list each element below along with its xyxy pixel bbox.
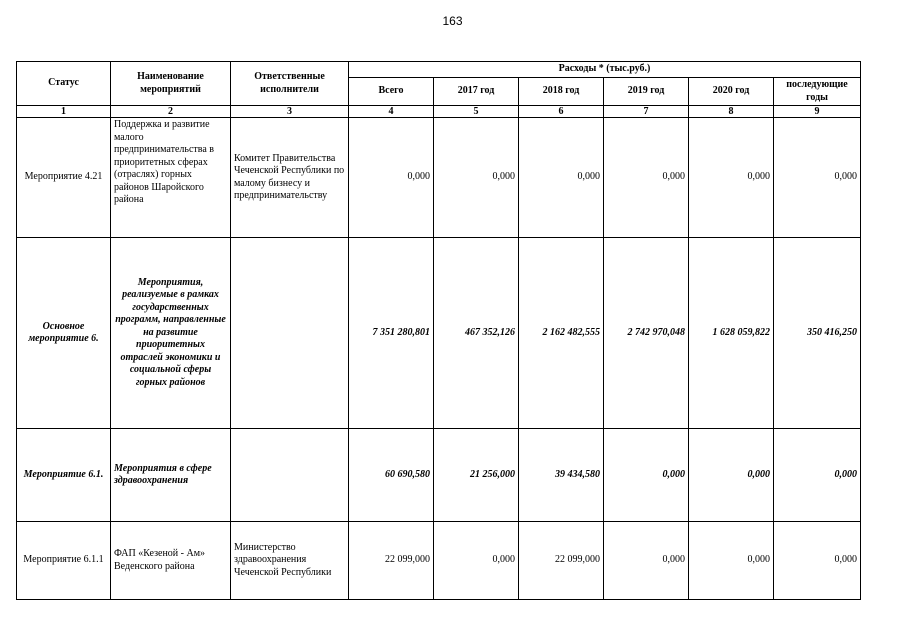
value-2018: 2 162 482,555 xyxy=(519,238,604,429)
row-name: ФАП «Кезеной - Ам» Веденского района xyxy=(111,522,231,600)
column-number: 1 xyxy=(17,106,111,118)
value-2019: 2 742 970,048 xyxy=(604,238,689,429)
header-2018: 2018 год xyxy=(519,78,604,106)
value-total: 0,000 xyxy=(349,118,434,238)
header-executors: Ответственные исполнители xyxy=(231,62,349,106)
header-2020: 2020 год xyxy=(689,78,774,106)
row-executors xyxy=(231,429,349,522)
value-2018: 22 099,000 xyxy=(519,522,604,600)
column-number: 5 xyxy=(434,106,519,118)
value-2019: 0,000 xyxy=(604,118,689,238)
row-status: Основное мероприятие 6. xyxy=(17,238,111,429)
row-name: Мероприятия в сфере здравоохранения xyxy=(111,429,231,522)
header-2019: 2019 год xyxy=(604,78,689,106)
row-status: Мероприятие 6.1.1 xyxy=(17,522,111,600)
header-name: Наименование мероприятий xyxy=(111,62,231,106)
value-2020: 1 628 059,822 xyxy=(689,238,774,429)
column-number: 9 xyxy=(774,106,861,118)
header-status: Статус xyxy=(17,62,111,106)
row-executors: Министерство здравоохранения Чеченской Республики xyxy=(231,522,349,600)
value-total: 22 099,000 xyxy=(349,522,434,600)
table-row xyxy=(17,522,861,600)
table-row xyxy=(17,238,861,429)
header-2017: 2017 год xyxy=(434,78,519,106)
column-numbers-row xyxy=(17,106,861,118)
value-2020: 0,000 xyxy=(689,429,774,522)
header-row-1 xyxy=(17,62,861,78)
row-executors: Комитет Правительства Чеченской Республики по малому бизнесу и предпринимательству xyxy=(231,118,349,238)
header-total: Всего xyxy=(349,78,434,106)
value-2017: 0,000 xyxy=(434,522,519,600)
header-following: последующие годы xyxy=(774,78,861,106)
value-2018: 39 434,580 xyxy=(519,429,604,522)
table-row xyxy=(17,118,861,238)
column-number: 4 xyxy=(349,106,434,118)
value-2017: 21 256,000 xyxy=(434,429,519,522)
row-name: Поддержка и развитие малого предпринимательства в приоритетных сферах (отраслях) горных районов Шаройского района xyxy=(111,118,231,238)
expenses-table xyxy=(16,61,861,600)
value-following: 0,000 xyxy=(774,429,861,522)
column-number: 2 xyxy=(111,106,231,118)
column-number: 8 xyxy=(689,106,774,118)
value-total: 7 351 280,801 xyxy=(349,238,434,429)
row-executors xyxy=(231,238,349,429)
value-following: 0,000 xyxy=(774,522,861,600)
row-status: Мероприятие 4.21 xyxy=(17,118,111,238)
row-name: Мероприятия, реализуемые в рамках государственных программ, направленные на развитие приоритетных отраслей экономики и социальной сферы горных районов xyxy=(111,238,231,429)
value-2017: 0,000 xyxy=(434,118,519,238)
value-following: 0,000 xyxy=(774,118,861,238)
row-status: Мероприятие 6.1. xyxy=(17,429,111,522)
column-number: 3 xyxy=(231,106,349,118)
column-number: 7 xyxy=(604,106,689,118)
value-total: 60 690,580 xyxy=(349,429,434,522)
value-following: 350 416,250 xyxy=(774,238,861,429)
table-row xyxy=(17,429,861,522)
value-2017: 467 352,126 xyxy=(434,238,519,429)
value-2019: 0,000 xyxy=(604,429,689,522)
header-expenses: Расходы * (тыс.руб.) xyxy=(349,62,861,78)
value-2020: 0,000 xyxy=(689,118,774,238)
column-number: 6 xyxy=(519,106,604,118)
value-2019: 0,000 xyxy=(604,522,689,600)
value-2018: 0,000 xyxy=(519,118,604,238)
page-number: 163 xyxy=(442,14,463,28)
value-2020: 0,000 xyxy=(689,522,774,600)
